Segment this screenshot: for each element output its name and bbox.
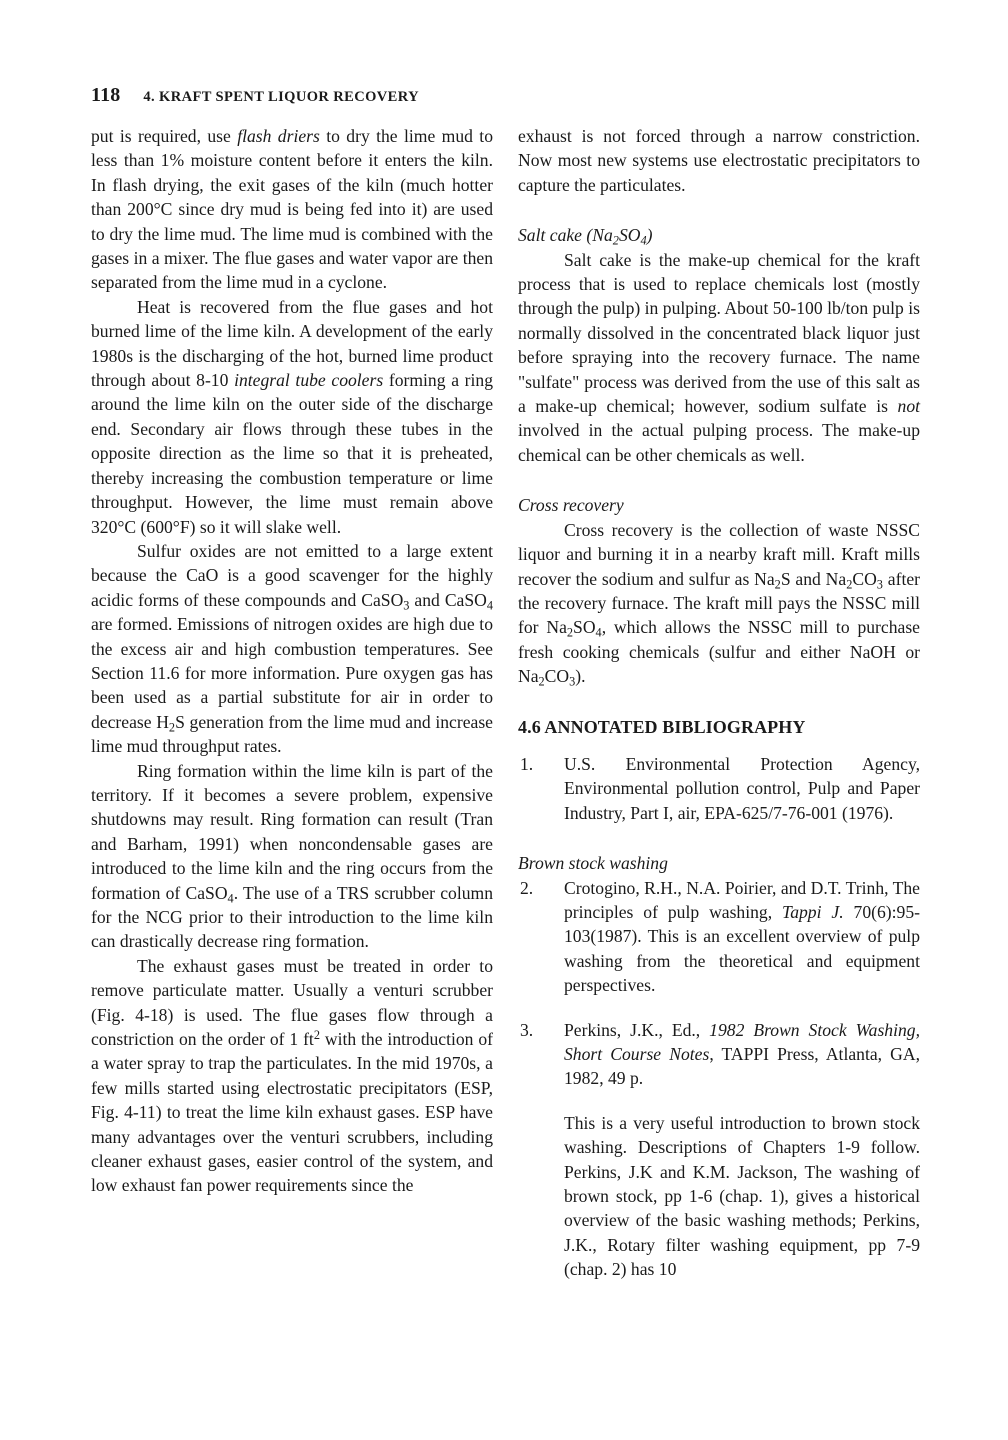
entry-number: 3. [520,1019,534,1040]
entry-annotation: This is a very useful introduction to brown stock washing. Descriptions of Chapters 1-9 follow. Perkins, J.K and K.M. Jackson, The washing of brown stock, pp 1-6 (chap. 1), gives a historical overview of the basic washing methods; Perkins, J.K., Rotary filter washing equipment, pp 7-9 (chap. 2) has 10 [564,1112,920,1280]
section-heading-bibliography: 4.6 ANNOTATED BIBLIOGRAPHY [518,716,806,737]
entry-text: U.S. Environmental Protection Agency, Environmental pollution control, Pulp and Paper Industry, Part I, air, EPA-625/7-76-001 (1976). [564,753,920,823]
paragraph-exhaust-gases: The exhaust gases must be treated in order to remove particulate matter. Usually a venturi scrubber (Fig. 4-18) is used. The flue gases flow through a constriction on the order of 1 $ft^2$ with the introduction of a water spray to trap the particulates. In the mid 1970s, a few mills started using electrostatic precipitators (ESP, Fig. 4-11) to treat the lime kiln exhaust gases. ESP have many advantages over the venturi scrubbers, including cleaner exhaust gases, easier control of the system, and low exhaust fan power requirements since the [91,955,493,1196]
paragraph-heat-recovery: Heat is recovered from the flue gases and hot burned lime of the lime kiln. A development of the early 1980s is the discharging of the hot, burned lime product through about 8-10 integral tube coolers forming a ring around the lime kiln on the outer side of the discharge end. Secondary air flows through these tubes in the opposite direction as the lime so that it is preheated, thereby increasing the combustion temperature or lime throughput. However, the lime must remain above 320°C (600°F) so it will slake well. [91,296,494,537]
paragraph-exhaust-continued: exhaust is not forced through a narrow constriction. Now most new systems use electrostatic precipitators to capture the particulates. [518,126,920,195]
subheading-salt-cake: Salt cake $(Na_2SO_4)$ [518,225,653,248]
paragraph-flash-driers: put is required, use flash driers to dry the lime mud to less than 1% moisture content before it enters the kiln. In flash drying, the exit gases of the kiln (much hotter than 200°C since dry mud is being fed into it) are used to dry the lime mud. The lime mud is combined with the gases in a mixer. The flue gases and water vapor are then separated from the lime mud in a cyclone. [91,126,493,293]
paragraph-ring-formation: Ring formation within the lime kiln is part of the territory. If it becomes a severe problem, expensive shutdowns may result. Ring formation can result (Tran and Barham, 1991) when noncondensable gases are introduced to the lime kiln and the ring occurs from the formation of CaSO$_4$. The use of a TRS scrubber column for the NCG prior to their introduction to the lime kiln can drastically decrease ring formation. [91,760,493,952]
page-number: 118 [91,84,121,106]
paragraph-cross-recovery: Cross recovery is the collection of waste NSSC liquor and burning it in a nearby kraft mill. Kraft mills recover the sodium and sulfur as $Na_2S$ and $Na_2CO_3$ after the recovery furnace. The kraft mill pays the NSSC mill for $Na_2SO_4$, which allows the NSSC mill to purchase fresh cooking chemicals (sulfur and either NaOH or $Na_2CO_3$). [518,519,921,689]
entry-text: Perkins, J.K., Ed., 1982 Brown Stock Washing, Short Course Notes, TAPPI Press, Atlanta, GA, 1982, 49 p. [564,1019,920,1089]
entry-text: Crotogino, R.H., N.A. Poirier, and D.T. Trinh, The principles of pulp washing, Tappi J. 70(6):95-103(1987). This is an excellent overview of pulp washing from the theoretical and equipment perspectives. [564,877,920,996]
bibliography-entry [518,752,920,825]
paragraph-sulfur-oxides: Sulfur oxides are not emitted to a large extent because the CaO is a good scavenger for the highly acidic forms of these compounds and CaSO$_3$ and CaSO$_4$ are formed. Emissions of nitrogen oxides are high due to the excess air and high combustion temperatures. See Section 11.6 for more information. Pure oxygen gas has been used as a partial substitute for air in order to decrease $H_2S$ generation from the lime mud and increase lime mud throughput rates. [91,540,494,757]
entry-number: 1. [520,753,534,774]
entry-number: 2. [520,877,534,898]
running-title: 4. KRAFT SPENT LIQUOR RECOVERY [143,89,419,105]
right-column [518,124,920,1282]
subheading-cross-recovery: Cross recovery [518,495,624,516]
paragraph-salt-cake: Salt cake is the make-up chemical for the kraft process that is used to replace chemicals lost (mostly through the pulp) in pulping. About 50-100 lb/ton pulp is normally dissolved in the concentrated black liquor just before spraying into the recovery furnace. The name "sulfate" process was derived from the use of this salt as a make-up chemical; however, sodium sulfate is not involved in the actual pulping process. The make-up chemical can be other chemicals as well. [518,249,920,465]
left-column [91,124,493,1198]
bibliography-entry [518,1018,920,1091]
bibliography-entry [518,876,920,998]
running-header [91,84,419,107]
subheading-brown-stock-washing: Brown stock washing [518,853,668,874]
